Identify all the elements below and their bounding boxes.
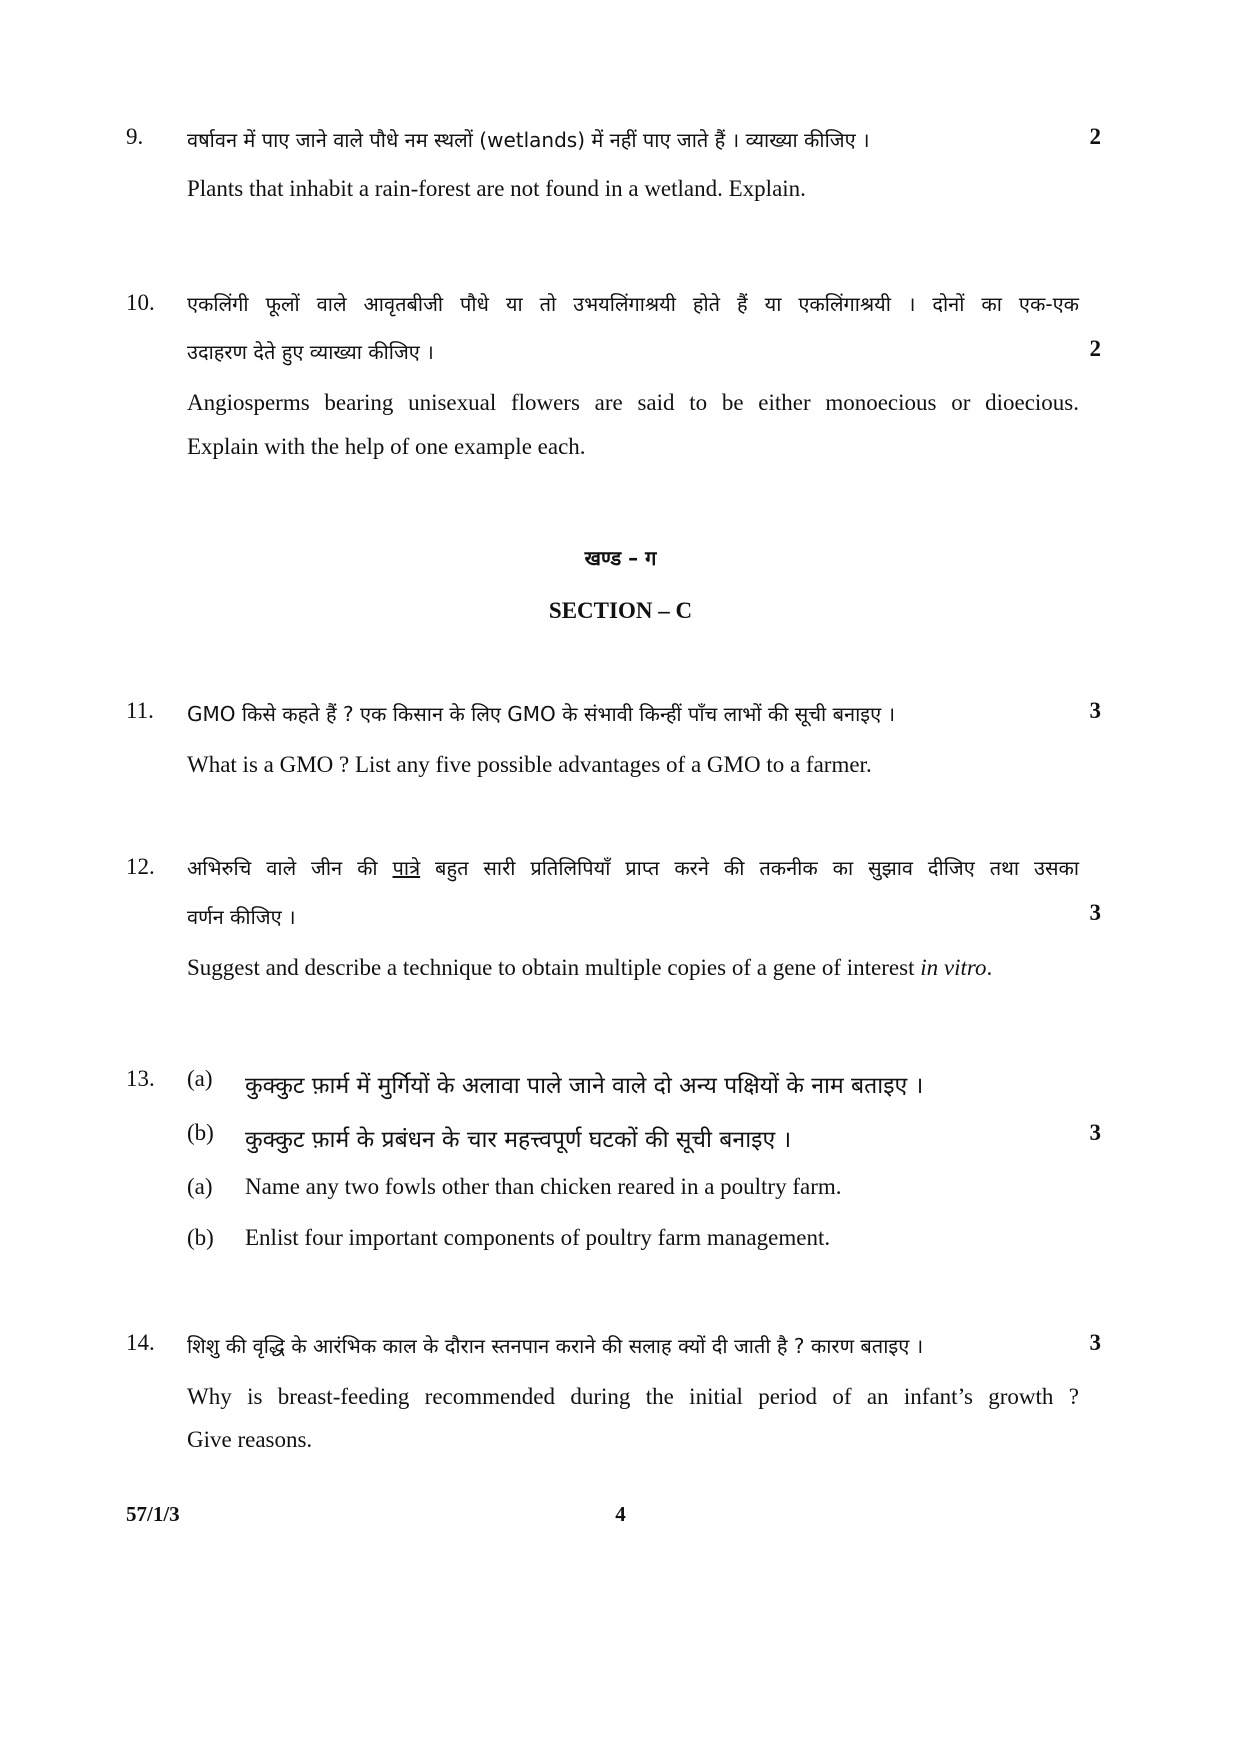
question-text-english — [187, 955, 992, 981]
section-heading-english: SECTION – C — [548, 598, 693, 623]
paper-code: 57/1/3 — [126, 1502, 180, 1526]
underlined-term: पात्रे — [392, 856, 421, 880]
sub-question-english-b: Enlist four important components of poultry farm management. — [245, 1225, 831, 1250]
question-text-hindi-line1: एकलिंगी फूलों वाले आवृतबीजी पौधे या तो उभयलिंगाश्रयी होते हैं या एकलिंगाश्रयी । दोनों का एक-एक — [187, 292, 1079, 316]
question-marks: 2 — [1089, 336, 1101, 361]
text-segment: अभिरुचि वाले जीन की — [187, 856, 393, 880]
question-text-hindi: वर्षावन में पाए जाने वाले पौधे नम स्थलों (wetlands) में नहीं पाए जाते हैं । व्याख्या कीजिए । — [187, 128, 870, 152]
sub-label: (b) — [187, 1225, 214, 1250]
text-segment: Suggest and describe a technique to obtain multiple copies of a gene of interest — [187, 955, 921, 980]
sub-question-english-a: Name any two fowls other than chicken reared in a poultry farm. — [245, 1174, 842, 1199]
question-text-english-line2: Explain with the help of one example each. — [187, 434, 586, 459]
question-number: 14. — [126, 1330, 155, 1355]
question-number: 12. — [126, 854, 155, 879]
section-heading-hindi: खण्ड – ग — [584, 546, 657, 570]
question-text-english-line1: Angiosperms bearing unisexual flowers are said to be either monoecious or dioecious. — [187, 390, 1079, 415]
question-number: 11. — [126, 698, 154, 723]
question-marks: 3 — [1089, 1330, 1101, 1355]
sub-label: (b) — [187, 1120, 214, 1145]
question-text-english-line1: Why is breast-feeding recommended during the initial period of an infant’s growth ? — [187, 1384, 1079, 1409]
sub-question-hindi-a: कुक्कुट फ़ार्म में मुर्गियों के अलावा पाले जाने वाले दो अन्य पक्षियों के नाम बताइए । — [245, 1073, 924, 1099]
sub-question-hindi-b: कुक्कुट फ़ार्म के प्रबंधन के चार महत्त्वपूर्ण घटकों की सूची बनाइए । — [245, 1127, 792, 1153]
question-text-hindi: शिशु की वृद्धि के आरंभिक काल के दौरान स्तनपान कराने की सलाह क्यों दी जाती है ? कारण बताइए । — [187, 1334, 924, 1358]
question-number: 9. — [126, 124, 144, 149]
question-marks: 3 — [1089, 900, 1101, 925]
question-marks: 3 — [1089, 698, 1101, 723]
page-number: 4 — [615, 1502, 626, 1526]
italic-term: in vitro — [920, 955, 987, 980]
question-text-hindi-line2: उदाहरण देते हुए व्याख्या कीजिए । — [187, 340, 434, 364]
question-text-english: Plants that inhabit a rain-forest are not found in a wetland. Explain. — [187, 176, 806, 201]
question-text-english: What is a GMO ? List any five possible advantages of a GMO to a farmer. — [187, 752, 872, 777]
question-text-english-line2: Give reasons. — [187, 1427, 313, 1452]
question-text-hindi: GMO किसे कहते हैं ? एक किसान के लिए GMO के संभावी किन्हीं पाँच लाभों की सूची बनाइए । — [187, 702, 896, 726]
question-number: 13. — [126, 1066, 155, 1091]
question-marks: 2 — [1089, 124, 1101, 149]
question-number: 10. — [126, 290, 155, 315]
question-text-hindi-line2: वर्णन कीजिए । — [187, 905, 296, 929]
sub-label: (a) — [187, 1174, 213, 1199]
text-segment: . — [986, 955, 993, 980]
question-marks: 3 — [1089, 1120, 1101, 1145]
sub-label: (a) — [187, 1066, 213, 1091]
question-text-hindi-line1 — [187, 854, 1079, 881]
text-segment: बहुत सारी प्रतिलिपियाँ प्राप्त करने की तकनीक का सुझाव दीजिए तथा उसका — [420, 856, 1080, 880]
